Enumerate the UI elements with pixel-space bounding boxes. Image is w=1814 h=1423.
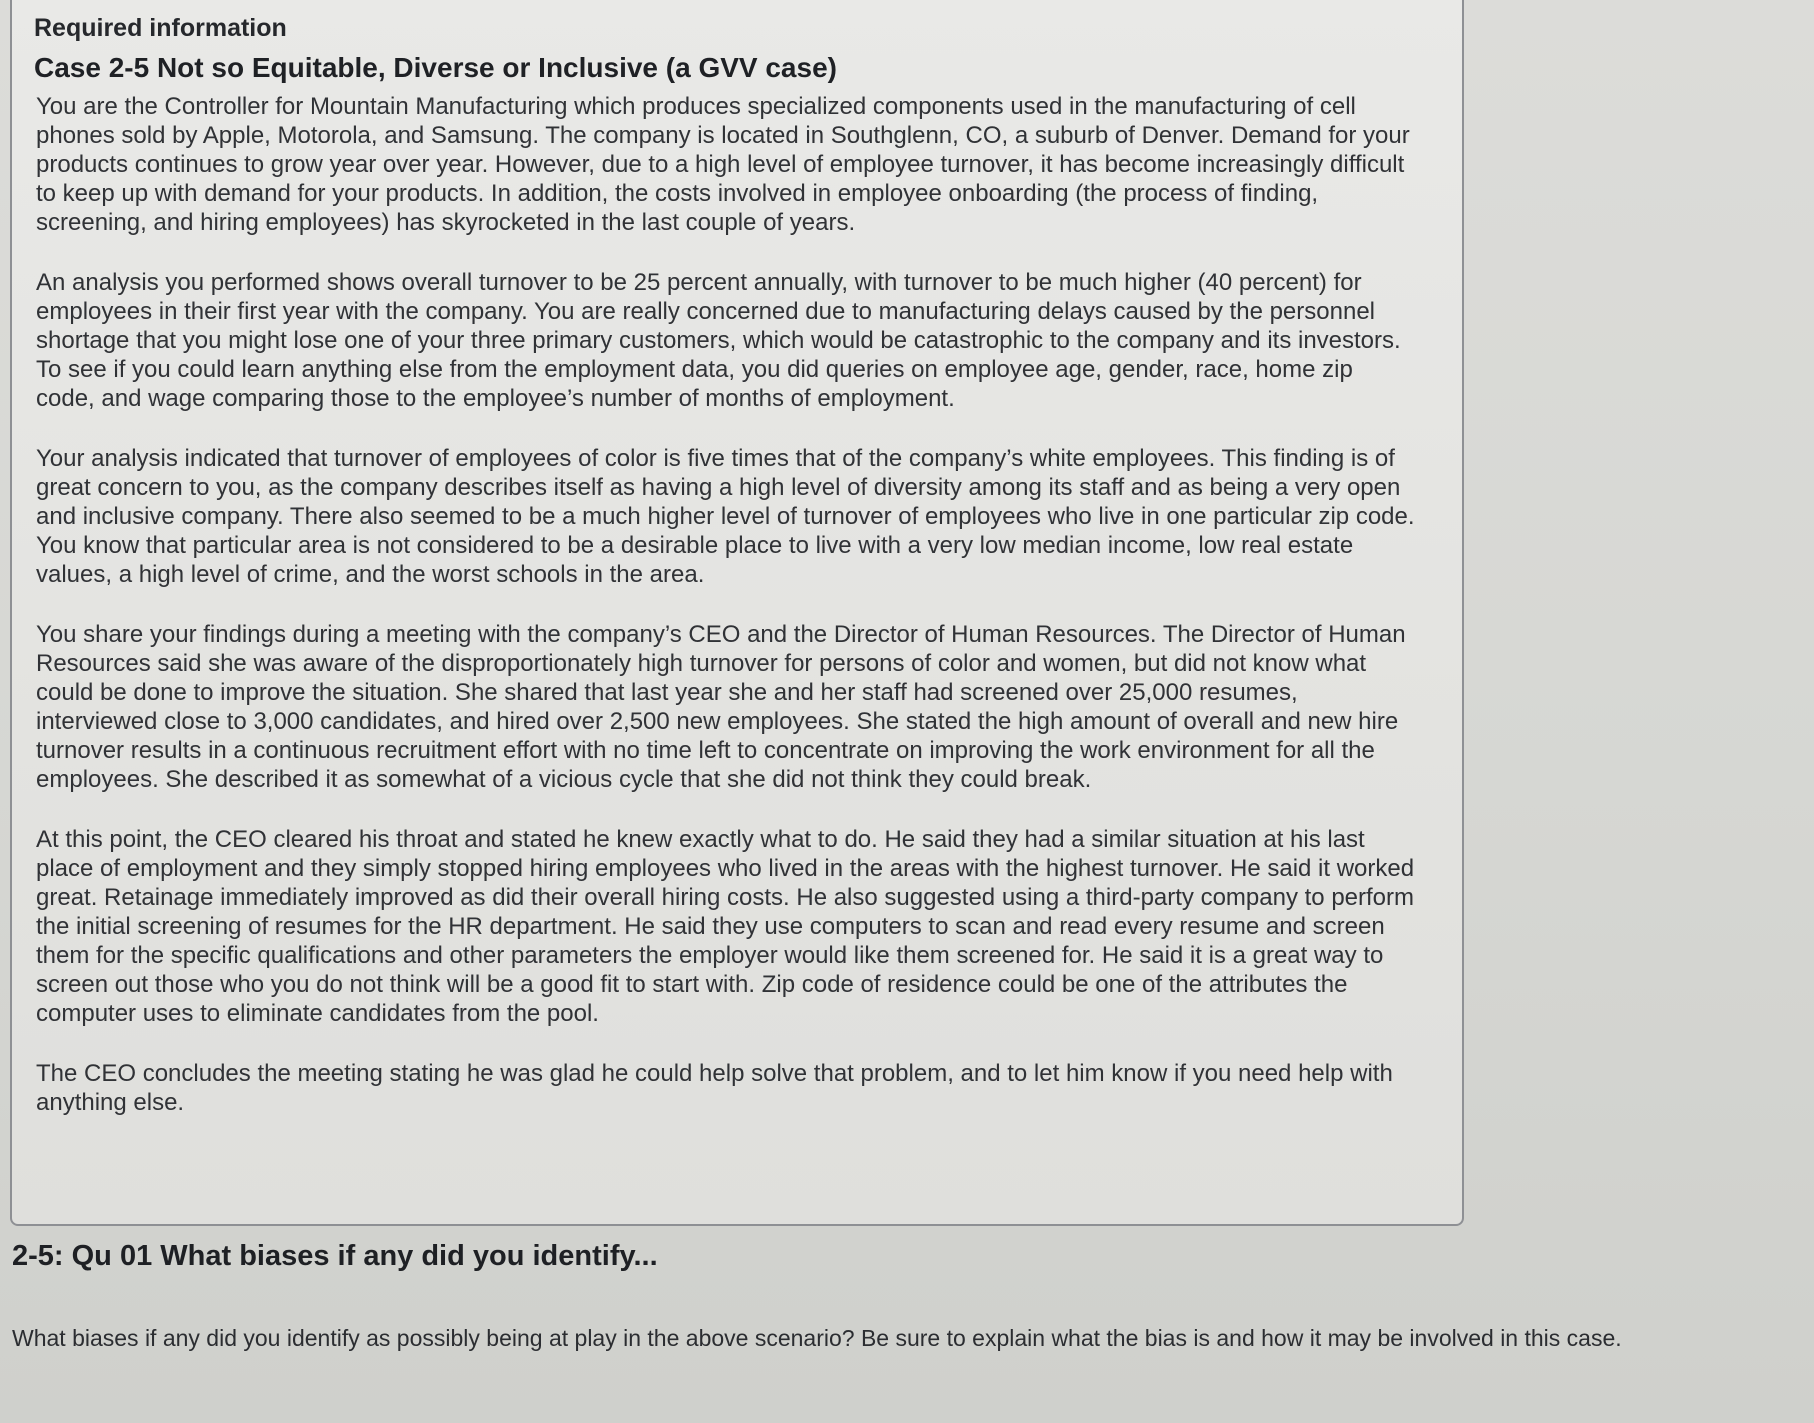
question-title: 2-5: Qu 01 What biases if any did you identify...: [12, 1240, 658, 1272]
case-paragraph: You share your findings during a meeting with the company’s CEO and the Director of Human Resources. The Director of Human Resources said she was aware of the disproportionately high turnover for persons of color and women, but did not know what could be done to improve the situation. She shared that last year she and her staff had screened over 25,000 resumes, interviewed close to 3,000 candidates, and hired over 2,500 new employees. She stated the high amount of overall and new hire turnover results in a continuous recruitment effort with no time left to concentrate on improving the work environment for all the employees. She described it as somewhat of a vicious cycle that she did not think they could break.: [36, 621, 1406, 793]
case-paragraph: Your analysis indicated that turnover of employees of color is five times that of the company’s white employees. This finding is of great concern to you, as the company describes itself as having a high level of diversity among its staff and as being a very open and inclusive company. There also seemed to be a much higher level of turnover of employees who live in one particular zip code. You know that particular area is not considered to be a desirable place to live with a very low median income, low real estate values, a high level of crime, and the worst schools in the area.: [36, 445, 1415, 588]
required-information-heading: Required information: [34, 14, 287, 42]
case-paragraph: The CEO concludes the meeting stating he was glad he could help solve that problem, and to let him know if you need help with anything else.: [36, 1060, 1393, 1116]
case-paragraph: At this point, the CEO cleared his throat and stated he knew exactly what to do. He said they had a similar situation at his last place of employment and they simply stopped hiring employees who lived in the areas with the highest turnover. He said it worked great. Retainage immediately improved as did their overall hiring costs. He also suggested using a third-party company to perform the initial screening of resumes for the HR department. He said they use computers to scan and read every resume and screen them for the specific qualifications and other parameters the employer would like them screened for. He said it is a great way to screen out those who you do not think will be a good fit to start with. Zip code of residence could be one of the attributes the computer uses to eliminate candidates from the pool.: [36, 826, 1415, 1027]
case-title: Case 2-5 Not so Equitable, Diverse or Inclusive (a GVV case): [34, 52, 837, 83]
question-prompt: What biases if any did you identify as possibly being at play in the above scenario? Be sure to explain what the bias is and how it may be involved in this case.: [12, 1325, 1622, 1351]
case-paragraph: An analysis you performed shows overall turnover to be 25 percent annually, with turnover to be much higher (40 percent) for employees in their first year with the company. You are really concerned due to manufacturing delays caused by the personnel shortage that you might lose one of your three primary customers, which would be catastrophic to the company and its investors. To see if you could learn anything else from the employment data, you did queries on employee age, gender, race, home zip code, and wage comparing those to the employee’s number of months of employment.: [36, 269, 1401, 412]
case-body: [36, 92, 1416, 1148]
case-paragraph: You are the Controller for Mountain Manufacturing which produces specialized components used in the manufacturing of cell phones sold by Apple, Motorola, and Samsung. The company is located in Southglenn, CO, a suburb of Denver. Demand for your products continues to grow year over year. However, due to a high level of employee turnover, it has become increasingly difficult to keep up with demand for your products. In addition, the costs involved in employee onboarding (the process of finding, screening, and hiring employees) has skyrocketed in the last couple of years.: [36, 93, 1410, 236]
